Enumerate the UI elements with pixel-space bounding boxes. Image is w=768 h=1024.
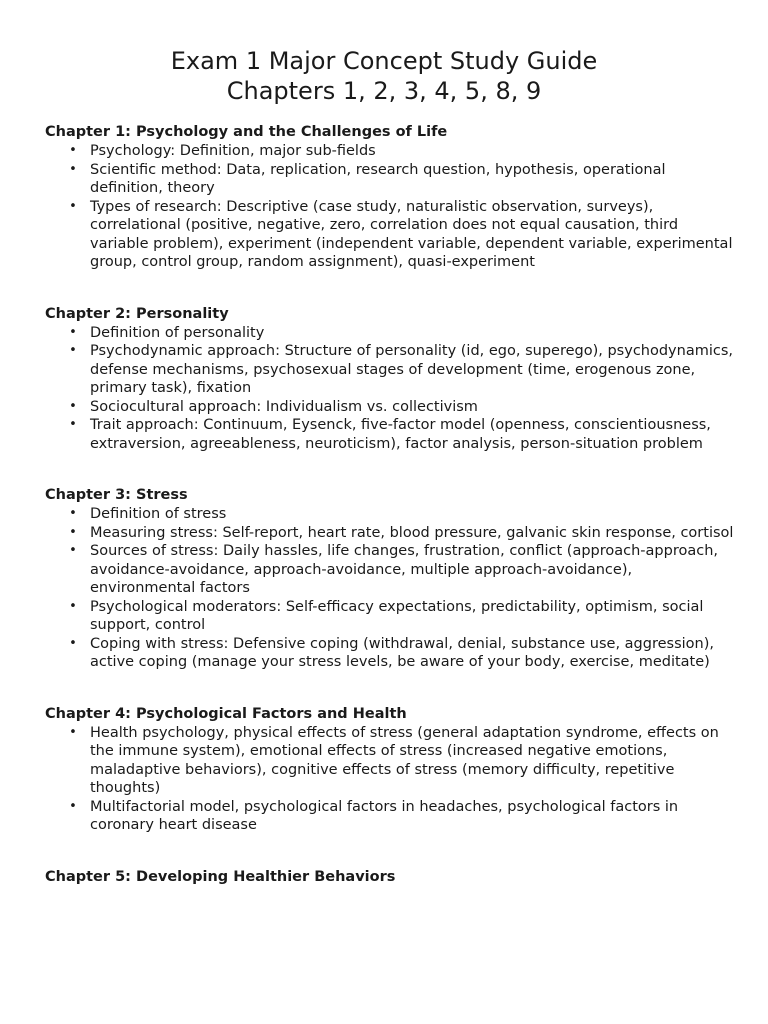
bullet-icon: • bbox=[69, 198, 77, 214]
bullet-icon: • bbox=[69, 635, 77, 651]
chapter-section bbox=[45, 305, 735, 454]
chapter-heading: Chapter 1: Psychology and the Challenges of Life bbox=[45, 124, 448, 140]
list-item-text: Coping with stress: Defensive coping (withdrawal, denial, substance use, aggression), active coping (manage your stress levels, be aware of your body, exercise, meditate) bbox=[90, 635, 714, 670]
bullet-icon: • bbox=[69, 417, 77, 432]
bullet-icon: • bbox=[69, 724, 77, 740]
bullet-icon: • bbox=[69, 543, 77, 558]
list-item-text: Multifactorial model, psychological factors in headaches, psychological factors in coronary heart disease bbox=[90, 798, 679, 833]
bullet-icon: • bbox=[69, 524, 77, 540]
bullet-icon: • bbox=[69, 506, 77, 521]
chapter-section bbox=[45, 123, 735, 272]
list-item bbox=[45, 524, 735, 543]
list-item-text: Measuring stress: Self-report, heart rate, blood pressure, galvanic skin response, cortisol bbox=[90, 524, 734, 541]
list-item-text: Health psychology, physical effects of stress (general adaptation syndrome, effects on the immune system), emotional effects of stress (increased negative emotions, maladaptive behaviors), cognitive effects of stress (memory difficulty, repetitive thoughts) bbox=[90, 724, 719, 796]
list-item-text: Definition of stress bbox=[90, 506, 227, 522]
bullet-icon: • bbox=[69, 143, 77, 158]
chapter-section bbox=[45, 868, 735, 887]
list-item bbox=[45, 416, 735, 453]
study-guide-content bbox=[45, 123, 735, 920]
list-item-text: Scientific method: Data, replication, research question, hypothesis, operational definition, theory bbox=[90, 161, 666, 196]
bullet-list bbox=[45, 142, 735, 272]
list-item-text: Psychology: Definition, major sub-fields bbox=[90, 143, 376, 159]
bullet-icon: • bbox=[69, 324, 77, 340]
list-item-text: Trait approach: Continuum, Eysenck, five-factor model (openness, conscientiousness, extraversion, agreeableness, neuroticism), factor analysis, person-situation problem bbox=[90, 417, 711, 452]
list-item bbox=[45, 198, 735, 272]
list-item bbox=[45, 398, 735, 417]
list-item-text: Psychological moderators: Self-efficacy expectations, predictability, optimism, social support, control bbox=[90, 598, 704, 633]
list-item-text: Sources of stress: Daily hassles, life changes, frustration, conflict (approach-approach, avoidance-avoidance, approach-avoidance, multiple approach-avoidance), environmental factors bbox=[90, 543, 718, 596]
list-item bbox=[45, 342, 735, 398]
list-item-text: Sociocultural approach: Individualism vs. collectivism bbox=[90, 398, 478, 415]
list-item bbox=[45, 161, 735, 198]
bullet-list bbox=[45, 324, 735, 454]
bullet-icon: • bbox=[69, 798, 77, 814]
title-line-1: Exam 1 Major Concept Study Guide bbox=[170, 47, 598, 75]
list-item bbox=[45, 798, 735, 835]
list-item bbox=[45, 724, 735, 798]
bullet-icon: • bbox=[69, 398, 77, 414]
chapter-heading: Chapter 5: Developing Healthier Behaviors bbox=[45, 868, 396, 885]
title-line-2: Chapters 1, 2, 3, 4, 5, 8, 9 bbox=[226, 77, 542, 105]
list-item bbox=[45, 542, 735, 598]
list-item bbox=[45, 635, 735, 672]
list-item bbox=[45, 142, 735, 161]
chapter-section bbox=[45, 705, 735, 835]
bullet-icon: • bbox=[69, 161, 77, 177]
document-title bbox=[0, 46, 768, 106]
chapter-section bbox=[45, 486, 735, 672]
list-item-text: Definition of personality bbox=[90, 324, 265, 341]
bullet-list bbox=[45, 724, 735, 835]
list-item bbox=[45, 324, 735, 343]
bullet-icon: • bbox=[69, 343, 77, 358]
list-item-text: Psychodynamic approach: Structure of personality (id, ego, superego), psychodynamics, defense mechanisms, psychosexual stages of development (time, erogenous zone, primary task), fixation bbox=[90, 343, 733, 396]
bullet-icon: • bbox=[69, 598, 77, 614]
list-item bbox=[45, 598, 735, 635]
bullet-list bbox=[45, 505, 735, 672]
chapter-heading: Chapter 3: Stress bbox=[45, 487, 188, 503]
list-item-text: Types of research: Descriptive (case study, naturalistic observation, surveys), correlational (positive, negative, zero, correlation does not equal causation, third variable problem), experiment (independent variable, dependent variable, experimental group, control group, random assignment), quasi-experiment bbox=[90, 198, 733, 270]
chapter-heading: Chapter 4: Psychological Factors and Health bbox=[45, 705, 407, 722]
list-item bbox=[45, 505, 735, 524]
chapter-heading: Chapter 2: Personality bbox=[45, 305, 229, 322]
